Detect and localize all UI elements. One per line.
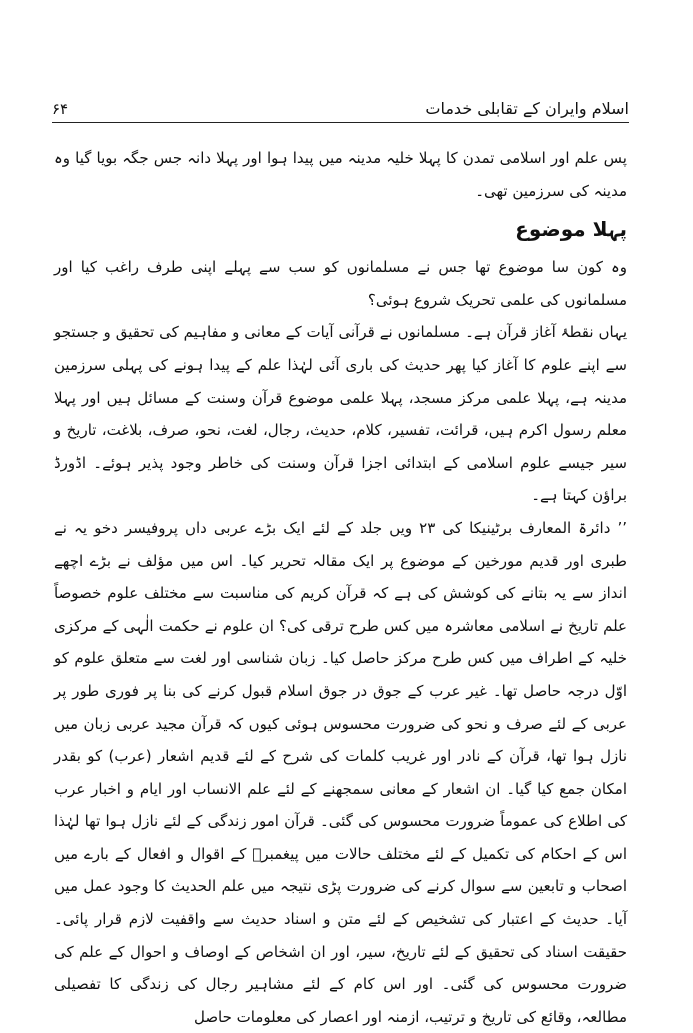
question-paragraph: وہ کون سا موضوع تھا جس نے مسلمانوں کو سب سے پہلے اپنی طرف راغب کیا اور مسلمانوں کی علمی تحریک شروع ہوئی؟ — [54, 258, 627, 309]
header-rule — [52, 122, 629, 123]
section-heading: پہلا موضوع — [515, 217, 627, 242]
page-body — [54, 142, 627, 1033]
body-paragraph-2: ’’ دائرۃ المعارف برٹینیکا کی ۲۳ ویں جلد کے لئے ایک بڑے عربی داں پروفیسر دخو یہ نے طبری اور قدیم مورخین کے موضوع پر ایک مقالہ تحریر کیا۔ اس میں مؤلف نے بڑے اچھے انداز سے یہ بتانے کی کوشش کی ہے کہ قرآن کریم کی مناسبت سے مختلف علوم خصوصاً علم تاریخ نے اسلامی معاشرہ میں کس طرح ترقی کی؟ ان علوم نے حکمت الٰہی کے مرکزی خلیہ کے اطراف میں کس طرح مرکز حاصل کیا۔ زبان شناسی اور لغت سے متعلق علوم کو اوّل درجہ حاصل تھا۔ غیر عرب کے جوق در جوق اسلام قبول کرنے کی بنا پر فوری طور پر عربی کے لئے صرف و نحو کی ضرورت محسوس ہوئی کیوں کہ قرآن مجید عربی زبان میں نازل ہوا تھا، قرآن کے نادر اور غریب کلمات کی شرح کے لئے قدیم اشعار (عرب) کو بقدر امکان جمع کیا گیا۔ ان اشعار کے معانی سمجھنے کے لئے علم الانساب اور ایام و اخبار عرب کی اطلاع کی عموماً ضرورت محسوس کی گئی۔ قرآن امور زندگی کے لئے نازل ہوا تھا لہٰذا اس کے احکام کی تکمیل کے لئے مختلف حالات میں پیغمبرؐ کے اقوال و افعال کے بارے میں اصحاب و تابعین سے سوال کرنے کی ضرورت پڑی نتیجہ میں علم الحدیث کا وجود عمل میں آیا۔ حدیث کے اعتبار کی تشخیص کے لئے متن و اسناد حدیث سے واقفیت لازم قرار پائی۔ حقیقت اسناد کی تحقیق کے لئے تاریخ، سیر، اور ان اشخاص کے اوصاف و احوال کے علم کی ضرورت محسوس کی گئی۔ اور اس کام کے لئے مشاہیر رجال کی زندگی کا تفصیلی مطالعہ، وقائع کی تاریخ و ترتیب، ازمنہ اور اعصار کی معلومات حاصل — [54, 518, 627, 1026]
intro-paragraph: پس علم اور اسلامی تمدن کا پہلا خلیہ مدینہ میں پیدا ہوا اور پہلا دانہ جس جگہ بویا گیا وہ مدینہ کی سرزمین تھی۔ — [54, 149, 627, 200]
running-header — [52, 88, 629, 118]
page-number: ۶۴ — [52, 100, 69, 118]
body-paragraph-1: یہاں نقطۂ آغاز قرآن ہے۔ مسلمانوں نے قرآنی آیات کے معانی و مفاہیم کی تحقیق و جستجو سے اپنے علوم کا آغاز کیا پھر حدیث کی باری آئی لہٰذا علم کے پیدا ہونے کی پہلی سرزمین مدینہ ہے، پہلا علمی مرکز مسجد، پہلا علمی موضوع قرآن وسنت کے مسائل ہیں اور پہلا معلم رسول اکرم ہیں، قرائت، تفسیر، کلام، حدیث، رجال، لغت، نحو، صرف، بلاغت، تاریخ و سیر جیسے علوم اسلامی کے ابتدائی اجزا قرآن وسنت کی خاطر وجود پذیر ہوئے۔ اڈورڈ براؤن کہتا ہے۔ — [54, 323, 627, 505]
running-title: اسلام وایران کے تقابلی خدمات — [425, 99, 629, 118]
